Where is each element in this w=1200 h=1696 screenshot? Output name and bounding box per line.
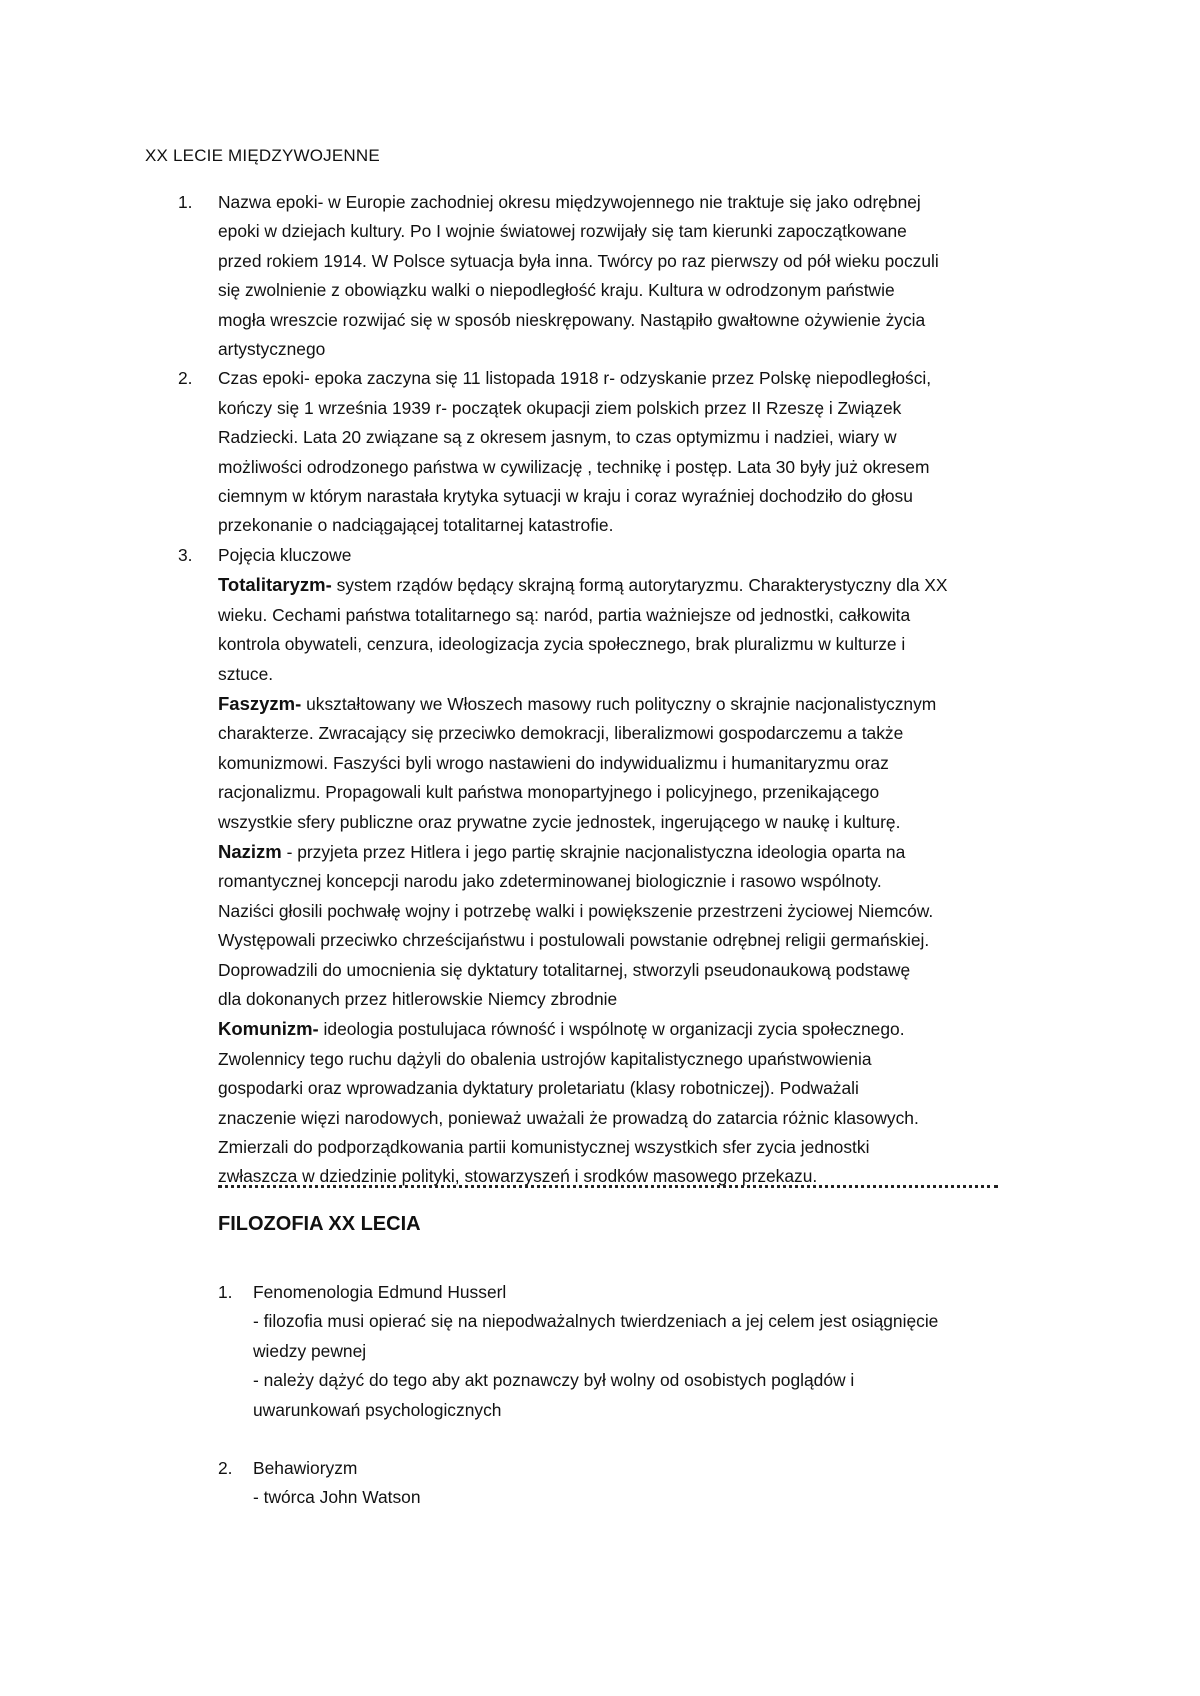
paragraph-line: epoki w dziejach kultury. Po I wojnie światowej rozwijały się tam kierunki zapoczątkowane — [218, 221, 907, 242]
list-item — [218, 1278, 1078, 1425]
paragraph-line: Czas epoki- epoka zaczyna się 11 listopada 1918 r- odzyskanie przez Polskę niepodległości, — [218, 368, 932, 389]
paragraph-line: - twórca John Watson — [253, 1487, 421, 1508]
paragraph-line: przekonanie o nadciągającej totalitarnej katastrofie. — [218, 515, 614, 536]
paragraph-line: uwarunkowań psychologicznych — [253, 1399, 502, 1420]
paragraph-line: zwłaszcza w dziedzinie polityki, stowarzyszeń i srodków masowego przekazu. — [218, 1166, 818, 1187]
paragraph-line: wiedzy pewnej — [253, 1340, 367, 1361]
dotted-separator — [218, 1185, 998, 1188]
paragraph-line: dla dokonanych przez hitlerowskie Niemcy zbrodnie — [218, 988, 618, 1009]
paragraph-line: możliwości odrodzonego państwa w cywilizację , technikę i postęp. Lata 30 były już okresem — [218, 456, 930, 477]
paragraph-line: Behawioryzm — [253, 1458, 358, 1478]
term-definition: system rządów będący skrajną formą autorytaryzmu. Charakterystyczny dla XX — [331, 575, 948, 596]
paragraph-line: romantycznej koncepcji narodu jako zdeterminowanej biologicznie i rasowo wspólnoty. — [218, 871, 882, 892]
paragraph-line: wszystkie sfery publiczne oraz prywatne zycie jednostek, ingerującego w naukę i kulturę. — [218, 811, 901, 832]
paragraph-line: przed rokiem 1914. W Polsce sytuacja była inna. Twórcy po raz pierwszy od pół wieku poczuli — [218, 250, 939, 271]
term-first-line — [218, 1014, 1078, 1044]
paragraph-line: kończy się 1 września 1939 r- początek okupacji ziem polskich przez II Rzeszę i Związek — [218, 397, 902, 418]
term-label: Faszyzm- — [218, 692, 302, 714]
list-item — [178, 541, 1078, 1192]
section-heading: Pojęcia kluczowe — [218, 544, 352, 565]
list-number: 2. — [218, 1458, 233, 1478]
paragraph-line: racjonalizmu. Propagowali kult państwa monopartyjnego i policyjnego, przenikającego — [218, 782, 880, 803]
paragraph-line: gospodarki oraz wprowadzania dyktatury proletariatu (klasy robotniczej). Podważali — [218, 1078, 859, 1099]
term-definition: - przyjeta przez Hitlera i jego partię skrajnie nacjonalistyczna ideologia oparta na — [281, 841, 906, 862]
paragraph-line: Występowali przeciwko chrześcijaństwu i postulowali powstanie odrębnej religii germańskiej. — [218, 930, 930, 951]
list-item — [178, 188, 1078, 364]
paragraph-line: kontrola obywateli, cenzura, ideologizacja zycia społecznego, brak pluralizmu w kulturze i — [218, 634, 906, 655]
paragraph-line: komunizmowi. Faszyści byli wrogo nastawieni do indywidualizmu i humanitaryzmu oraz — [218, 752, 889, 773]
paragraph-line: się zwolnienie z obowiązku walki o niepodległość kraju. Kultura w odrodzonym państwie — [218, 280, 895, 301]
paragraph-line: mogła wreszcie rozwijać się w sposób nieskrępowany. Nastąpiło gwałtowne ożywienie życia — [218, 309, 926, 330]
term-first-line — [218, 837, 1078, 867]
list-item — [218, 1454, 1078, 1513]
paragraph-line: ciemnym w którym narastała krytyka sytuacji w kraju i coraz wyraźniej dochodziło do głosu — [218, 486, 913, 507]
paragraph-line: Nazwa epoki- w Europie zachodniej okresu międzywojennego nie traktuje się jako odrębnej — [218, 192, 921, 212]
term-label: Komunizm- — [218, 1018, 319, 1040]
term-label: Nazizm — [218, 840, 282, 862]
term-definition: ukształtowany we Włoszech masowy ruch polityczny o skrajnie nacjonalistycznym — [301, 693, 937, 714]
main-list — [178, 188, 1078, 1192]
philosophy-list — [218, 1278, 1078, 1425]
paragraph-line: Fenomenologia Edmund Husserl — [253, 1282, 507, 1302]
philosophy-list-2 — [218, 1454, 1078, 1513]
term-first-line — [218, 570, 1078, 600]
paragraph-line: znaczenie więzi narodowych, ponieważ uważali że prowadzą do zatarcia różnic klasowych. — [218, 1107, 919, 1128]
list-number: 3. — [178, 544, 193, 565]
paragraph-line: Naziści głosili pochwałę wojny i potrzebę walki i powiększenie przestrzeni życiowej Niemców. — [218, 900, 934, 921]
paragraph-line: - należy dążyć do tego aby akt poznawczy był wolny od osobistych poglądów i — [253, 1370, 855, 1391]
paragraph-line: wieku. Cechami państwa totalitarnego są: naród, partia ważniejsze od jednostki, całkowita — [218, 604, 911, 625]
term-definition: ideologia postulujaca równość i wspólnotę w organizacji zycia społecznego. — [318, 1019, 905, 1040]
paragraph-line: Radziecki. Lata 20 związane są z okresem jasnym, to czas optymizmu i nadziei, wiary w — [218, 427, 897, 448]
term-first-line — [218, 689, 1078, 719]
paragraph-line: charakterze. Zwracający się przeciwko demokracji, liberalizmowi gospodarczemu a także — [218, 723, 904, 744]
paragraph-line: Zmierzali do podporządkowania partii komunistycznej wszystkich sfer zycia jednostki — [218, 1137, 870, 1157]
document-title: XX LECIE MIĘDZYWOJENNE — [145, 146, 380, 165]
paragraph-line: Doprowadzili do umocnienia się dyktatury totalitarnej, stworzyli pseudonaukową podstawę — [218, 959, 911, 980]
list-item — [178, 364, 1078, 540]
list-number: 2. — [178, 368, 193, 389]
list-number: 1. — [218, 1282, 233, 1302]
paragraph-line: sztuce. — [218, 663, 274, 684]
paragraph-line: Zwolennicy tego ruchu dążyli do obalenia ustrojów kapitalistycznego upaństwowienia — [218, 1048, 872, 1069]
paragraph-line: - filozofia musi opierać się na niepodważalnych twierdzeniach a jej celem jest osiągnięcie — [253, 1311, 939, 1332]
section-title: FILOZOFIA XX LECIA — [218, 1213, 421, 1235]
paragraph-line: artystycznego — [218, 339, 326, 360]
term-label: Totalitaryzm- — [218, 574, 332, 596]
list-number: 1. — [178, 192, 193, 212]
